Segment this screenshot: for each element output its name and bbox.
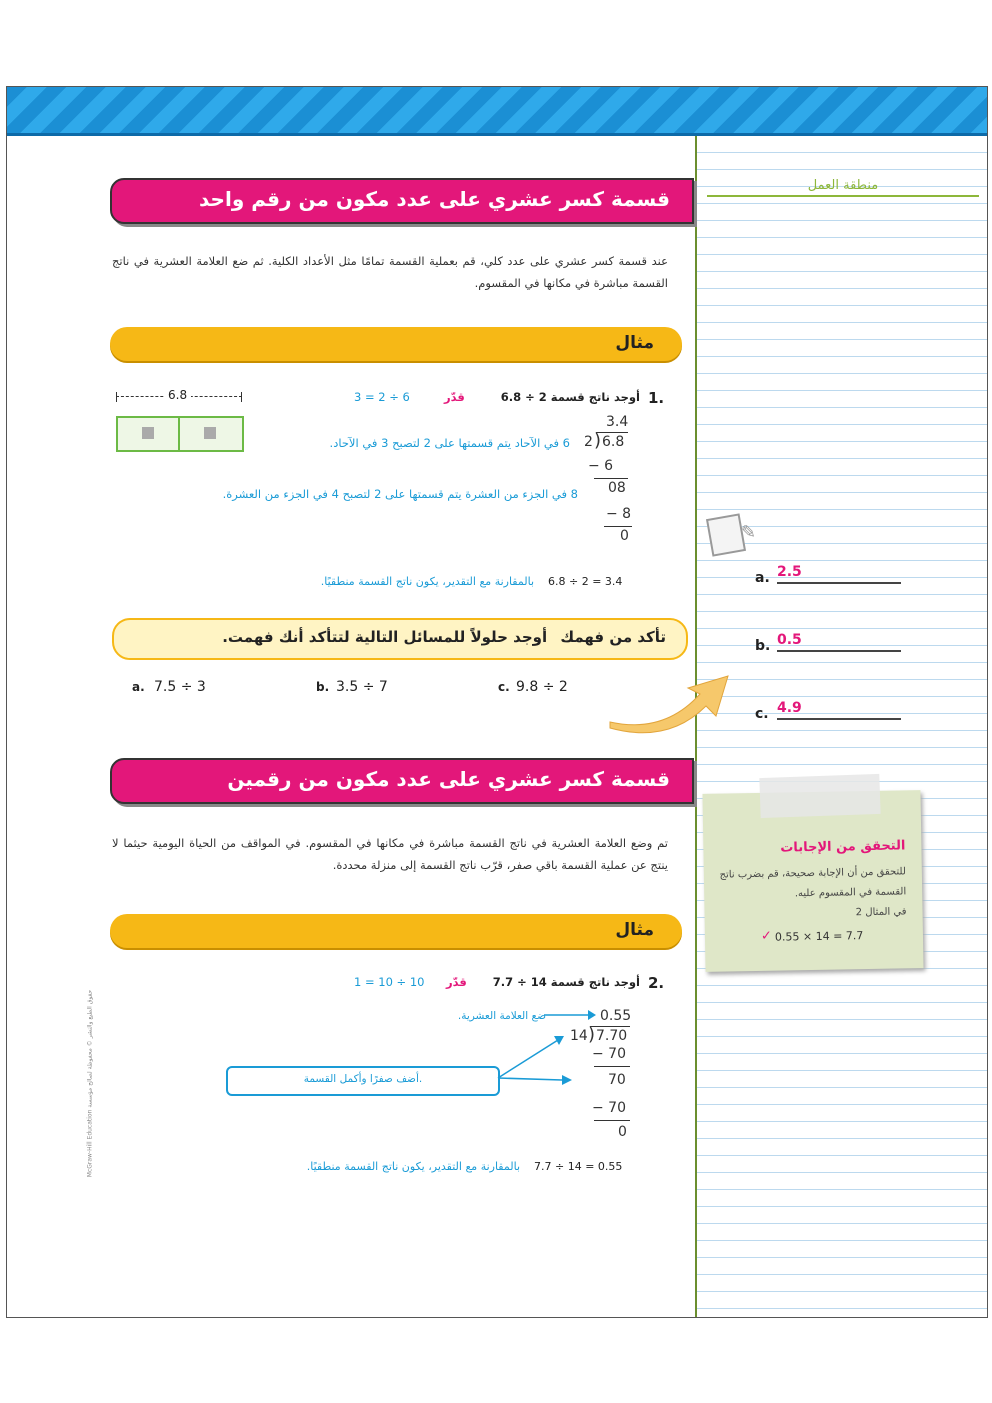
section2-title: قسمة كسر عشري على عدد مكون من رقمين: [227, 767, 670, 791]
answer-a-line: [777, 582, 901, 584]
division1-step2: 08: [608, 480, 626, 496]
problem2-text: أوجد ناتج قسمة 14 ÷ 7.7: [492, 975, 640, 989]
check-problem-b: 3.5 ÷ 7: [336, 679, 388, 695]
division2-line1: [594, 1066, 630, 1067]
problem1-compare: بالمقارنة مع التقدير، يكون ناتج القسمة منطقيًا.: [320, 575, 534, 588]
arrow-decimal-icon: [540, 1008, 596, 1022]
division2-bracket: ): [588, 1024, 596, 1045]
pencil-icon: ✎: [741, 522, 757, 543]
arrow-to-notes-icon: [604, 664, 734, 744]
answer-c-label: c.: [755, 706, 769, 722]
problem1-text: أوجد ناتج قسمة 2 ÷ 6.8: [500, 390, 640, 404]
check-instruction: أوجد حلولاً للمسائل التالية لتتأكد أنك فهمت.: [222, 628, 548, 646]
answer-a-label: a.: [755, 570, 770, 586]
problem2-compare: بالمقارنة مع التقدير، يكون ناتج القسمة منطقيًا.: [306, 1160, 520, 1173]
check-problem-c-label: c.: [498, 680, 510, 694]
top-stripe-bar: [7, 87, 987, 136]
division1-note2: 8 في الجزء من العشرة يتم قسمتها على 2 لتصبح 4 في الجزء من العشرة.: [222, 487, 578, 501]
sticky-example: في المثال 2: [855, 906, 907, 919]
section2-intro: تم وضع العلامة العشرية في ناتج القسمة مباشرة في مكانها في المقسوم. في المواقف من الحياة اليومية حيثما لا ينتج عن عملية القسمة باقي صفر، قرّب ناتج القسمة إلى منزلة محددة.: [112, 836, 668, 872]
work-zone-title: منطقة العمل: [707, 178, 979, 197]
model-part-2: [178, 416, 244, 452]
check-problem-a-label: a.: [132, 680, 145, 694]
problem2-estimate-value: 1 = 10 ÷ 10: [354, 975, 425, 989]
copyright-credit: حقوق الطبع والنشر © محفوظة لصالح مؤسسة McGraw-Hill Education: [86, 989, 94, 1178]
example1-bar: [110, 327, 682, 361]
arrows-add-zero-icon: [496, 1030, 576, 1090]
section1-title: قسمة كسر عشري على عدد مكون من رقم واحد: [199, 187, 670, 211]
section2-title-banner: [110, 758, 694, 804]
note-decimal-point: ضع العلامة العشرية.: [457, 1010, 546, 1022]
answer-b-line: [777, 650, 901, 652]
division1-quotient: 3.4: [606, 414, 629, 430]
division1-line1: [594, 478, 628, 479]
division2-divisor: 14: [570, 1028, 588, 1044]
problem1-estimate-value: 3 = 2 ÷ 6: [354, 390, 410, 404]
division2-step3: − 70: [592, 1100, 626, 1116]
answer-b-value: 0.5: [777, 632, 802, 648]
sticky-text: للتحقق من أن الإجابة صحيحة، قم بضرب ناتج القسمة في المقسوم عليه.: [719, 866, 907, 900]
division1-step3: − 8: [606, 506, 632, 522]
division2-dividend: 7.70: [596, 1028, 628, 1044]
example1-label: مثال: [615, 333, 654, 353]
note-add-zero: أضف صفرًا وأكمل القسمة.: [303, 1073, 423, 1085]
answer-b-label: b.: [755, 638, 771, 654]
work-zone-panel: [695, 136, 988, 1317]
note-add-zero-box: [226, 1066, 500, 1096]
division2-remainder: 0: [618, 1124, 627, 1140]
check-problem-a: 7.5 ÷ 3: [154, 679, 206, 695]
model-total-label: 6.8: [164, 388, 191, 402]
check-title: تأكد من فهمك: [560, 628, 666, 646]
problem2-estimate-label: قدّر: [446, 975, 467, 989]
section1-title-banner: [110, 178, 694, 224]
answer-c-line: [777, 718, 901, 720]
model-bracket-left: [116, 392, 117, 402]
division2-step2: 70: [608, 1072, 626, 1088]
model-bracket-right: [241, 392, 242, 402]
check-problem-c: 9.8 ÷ 2: [516, 679, 568, 695]
division1-divisor: 2: [584, 434, 593, 450]
answer-a-value: 2.5: [777, 564, 802, 580]
sticky-tape: [759, 774, 880, 818]
division2-line2: [594, 1120, 630, 1121]
check-understanding-bar: [112, 618, 688, 660]
problem1-result: 6.8 ÷ 2 = 3.4: [548, 575, 623, 588]
answer-c-value: 4.9: [777, 700, 802, 716]
check-answers-sticky-note: [702, 790, 923, 972]
problem1-estimate-label: قدّر: [444, 390, 465, 404]
check-problem-b-label: b.: [316, 680, 330, 694]
check-mark-icon: ✓: [760, 928, 772, 944]
sticky-title: التحقق من الإجابات: [780, 838, 906, 856]
problem2-result: 7.7 ÷ 14 = 0.55: [534, 1160, 623, 1173]
division1-dividend: 6.8: [602, 434, 625, 450]
example2-label: مثال: [615, 920, 654, 940]
division2-bar: [590, 1026, 630, 1027]
problem2-number: 2.: [648, 974, 665, 992]
division2-step1: − 70: [592, 1046, 626, 1062]
division1-remainder: 0: [620, 528, 629, 544]
division1-line2: [604, 526, 632, 527]
sticky-check: 0.55 × 14 = 7.7: [774, 929, 864, 944]
problem1-number: 1.: [648, 389, 665, 407]
example2-bar: [110, 914, 682, 948]
section1-intro: عند قسمة كسر عشري على عدد كلي، قم بعملية القسمة تمامًا مثل الأعداد الكلية. ثم ضع العلامة العشرية في ناتج القسمة مباشرة في مكانها في المقسوم.: [112, 254, 668, 290]
division2-quotient: 0.55: [600, 1008, 632, 1024]
division1-note1: 6 في الآحاد يتم قسمتها على 2 لتصبح 3 في الآحاد.: [329, 436, 570, 450]
model-part-1: [116, 416, 182, 452]
division1-bracket: ): [594, 430, 602, 451]
division1-step1: − 6: [588, 458, 614, 474]
